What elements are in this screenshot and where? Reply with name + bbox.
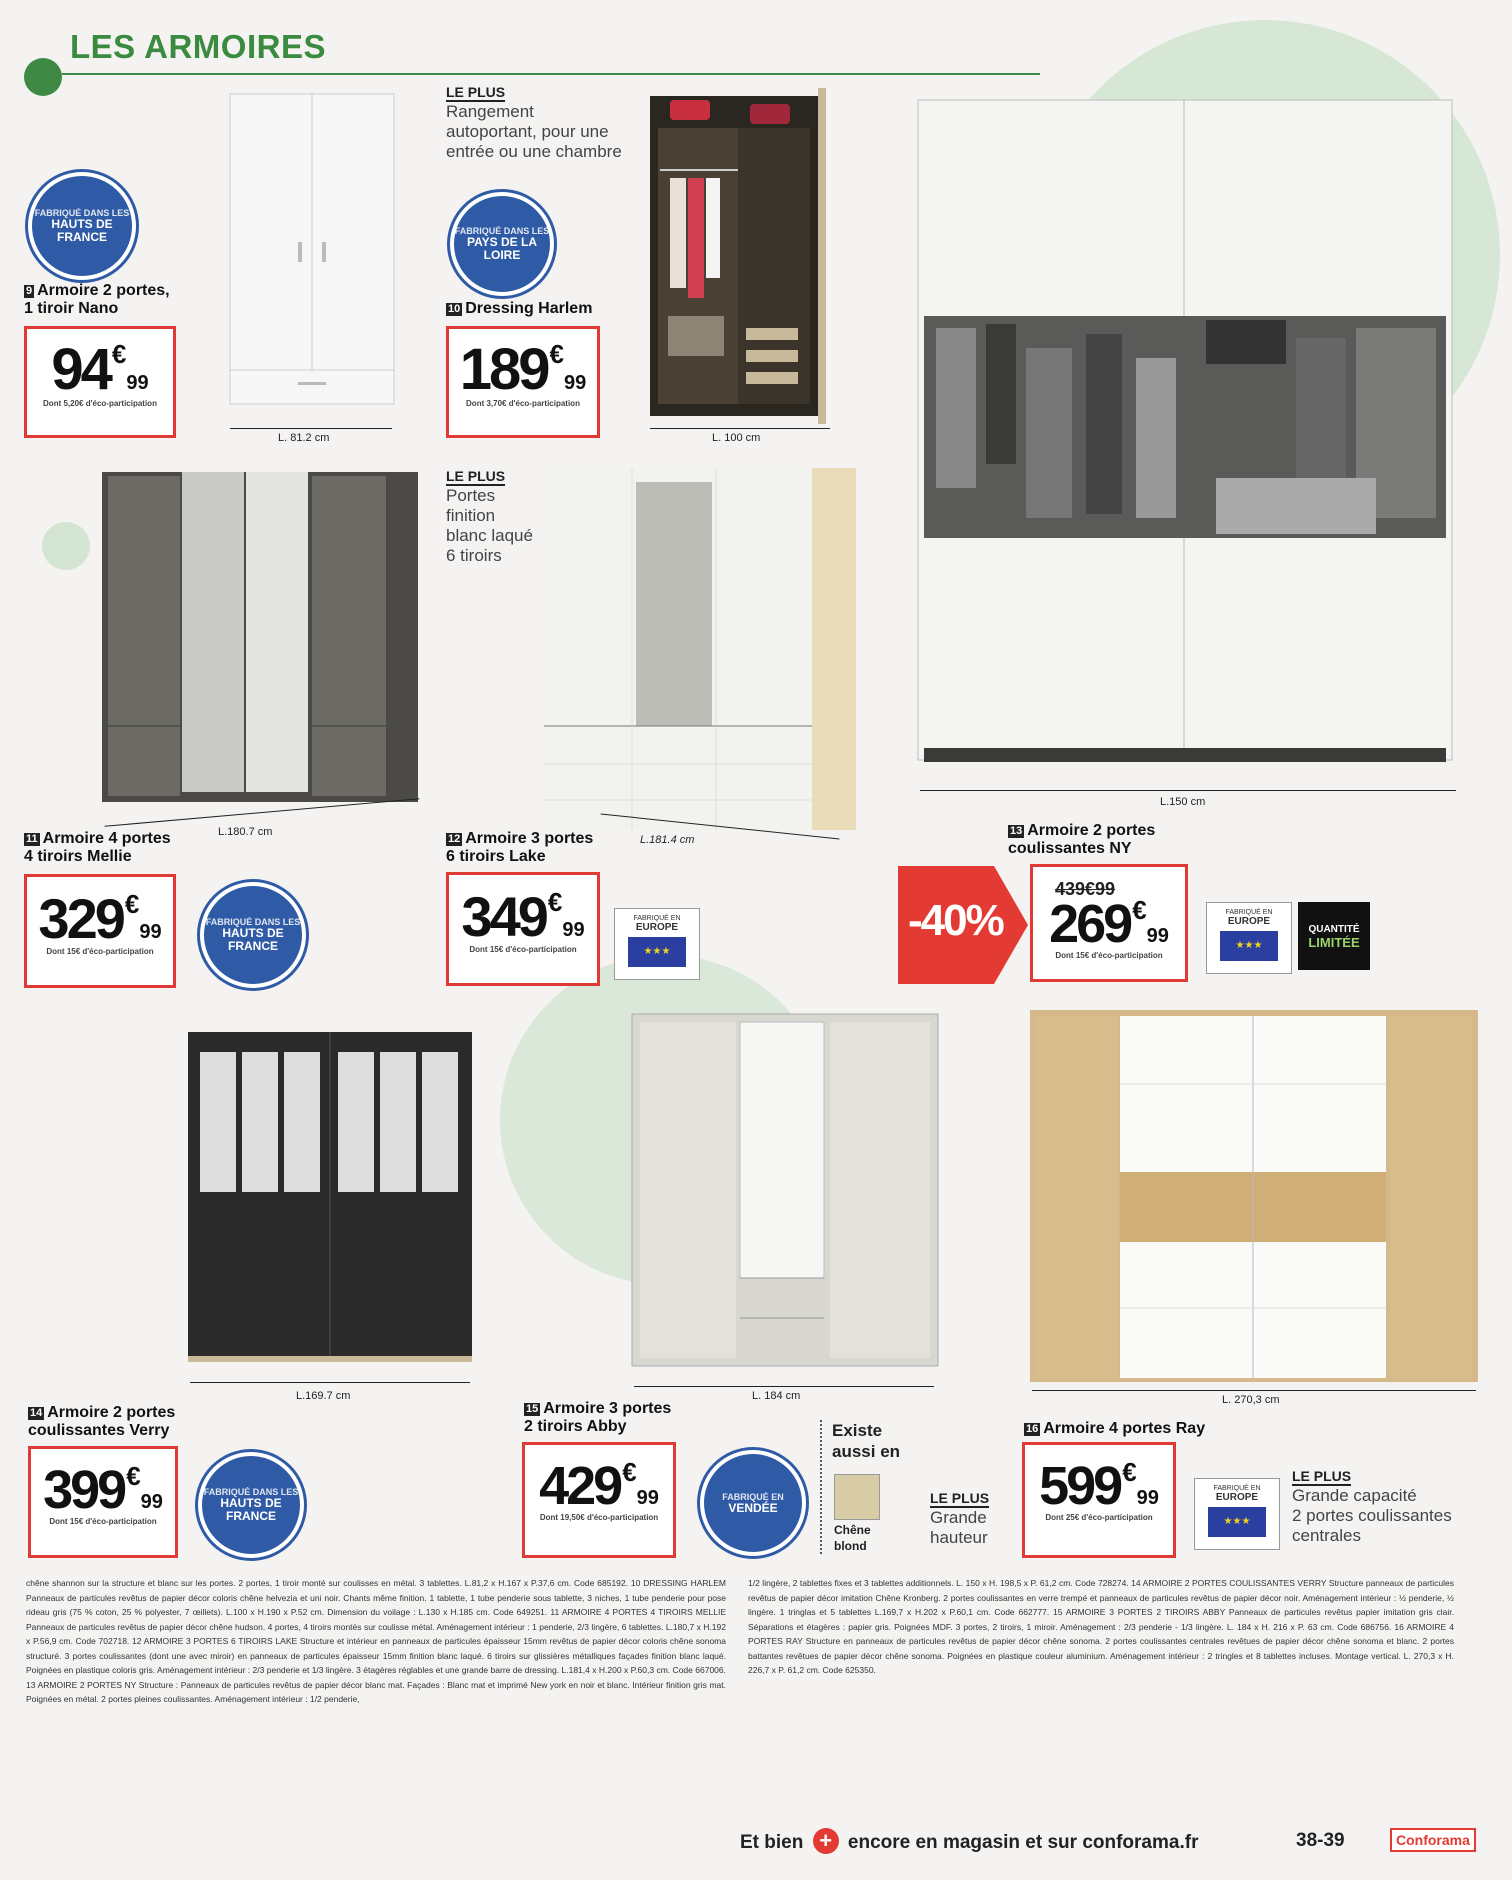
- wardrobe-nano-image: [228, 92, 396, 412]
- price-box-nano: 94€99 Dont 5,20€ d'éco-participation: [24, 326, 176, 438]
- plus-text-ray: LE PLUS Grande capacité 2 portes coulissantes centrales: [1292, 1468, 1452, 1545]
- wardrobe-ny-image: [916, 98, 1454, 774]
- product-name-ny: 13 Armoire 2 portes coulissantes NY: [1008, 822, 1156, 857]
- dressing-harlem-image: [646, 88, 828, 424]
- origin-badge-mellie: FABRIQUÉ DANS LES HAUTS DE FRANCE: [200, 882, 306, 988]
- product-name-nano: 9 Armoire 2 portes, 1 tiroir Nano: [24, 282, 170, 317]
- origin-badge-abby: FABRIQUÉ EN VENDÉE: [700, 1450, 806, 1556]
- dotted-separator: [820, 1420, 822, 1554]
- dimension-abby: L. 184 cm: [752, 1390, 801, 1402]
- price-box-verry: 399€99 Dont 15€ d'éco-participation: [28, 1446, 178, 1558]
- product-name-ray: 16 Armoire 4 portes Ray: [1026, 1420, 1206, 1437]
- dimension-ny: L.150 cm: [1160, 796, 1206, 808]
- price-box-mellie: 329€99 Dont 15€ d'éco-participation: [24, 874, 176, 988]
- product-name-harlem: 10 Dressing Harlem: [448, 300, 593, 317]
- product-name-mellie: 11 Armoire 4 portes 4 tiroirs Mellie: [24, 830, 171, 865]
- dimension-harlem: L. 100 cm: [712, 432, 761, 444]
- wardrobe-lake-image: [540, 464, 860, 834]
- dimension-line-nano: [230, 428, 392, 429]
- plus-text-abby: LE PLUS Grande hauteur: [930, 1490, 990, 1547]
- exists-also-title: Existe aussi en: [832, 1421, 901, 1461]
- title-line: [62, 73, 1040, 75]
- fine-print-right: 1/2 lingère, 2 tablettes fixes et 3 tablettes additionnels. L. 150 x H. 198,5 x P. 61,2 cm. Code 728274. 14 ARMOIRE 2 PORTES COULISSANTES VERRY Structure panneaux de particules revêtus de papier décor imitation Chêne Kronberg. 2 portes coulissantes en verre trempé et panneaux de particules revêtus de papier décor noir. Aménagement intérieur : ½ penderie, ½ lingère. 1 tringlas et 5 tablettes L.169,7 x H.202 x P.60,1 cm. Code 662777. 15 ARMOIRE 3 PORTES 2 TIROIRS ABBY Panneaux de particules revêtus papier imitation gris clair. Séparations et étagères : papier gris. Poignées MDF. 3 portes, 2 tiroirs, 1 miroir. Aménagement : 2/3 penderie - 1/3 lingère. L. 184 x H. 216 x P. 63 cm. Code 686756. 16 ARMOIRE 4 PORTES RAY Structure en panneaux de particules revêtus de papier décor chêne sonoma. 2 portes coulissantes centrales revêtues de papier décor chêne sonoma et blanc. 2 portes battantes revêtues de papier décor chêne sonoma. Poignées en plastique couleur aluminium. Aménagement intérieur : 2 tringles et 8 tablettes incluses. Montage vertical. L. 270,3 x H. 226,7 x P. 61,2 cm. Code 625350.: [748, 1578, 1454, 1675]
- discount-label: -40%: [908, 896, 1003, 945]
- fine-print-left: chêne shannon sur la structure et blanc sur les portes. 2 portes, 1 tiroir monté sur coulisses en métal. 3 tablettes. L.81,2 x H.167 x P.37,6 cm. Code 685192. 10 DRESSING HARLEM Panneaux de particules revêtus de papier décor coloris chêne helvezia et uni noir. Chants même finition. 1 tablette, 1 tube penderie sous tablette, 3 niches, 1 tube penderie pour pose rideau gris (75 % coton, 25 % polyester, 7 œillets). L.100 x H.190 x P.52 cm. Dimension du voilage : L.130 x H.185 cm. Code 649251. 11 ARMOIRE 4 PORTES 4 TIROIRS MELLIE Panneaux de particules revêtus de papier décor chêne hudson. 4 portes, 4 tiroirs montés sur coulisse métal. Aménagement intérieur : 1 penderie, 2/3 lingère, 6 tablettes. L.180,7 x H.192 x P.56,9 cm. Code 702718. 12 ARMOIRE 3 PORTES 6 TIROIRS LAKE Structure et intérieur en panneaux de particules épaisseur 15mm revêtus de papier décor coloris chêne sonoma structuré. 3 portes coulissantes (dont une avec miroir) en panneaux de particules épaisseur 15mm finition blanc laqué. 6 tiroirs sur glissières métalliques façades finition blanc laqué. Poignées en plastique coloris gris. Aménagement intérieur : 2/3 penderie et 1/3 lingère. 3 étagères réglables et une grande barre de dressing. L.181,4 x H.200 x P.60,3 cm. Code 667006. 13 ARMOIRE 2 PORTES NY Structure : Panneaux de particules revêtus de papier décor blanc mat. Façades : Blanc mat et imprimé New york en noir et blanc. Intérieur finition gris mat. Poignées en métal. 2 portes pleines coulissantes. Aménagement intérieur : 1/2 penderie,: [26, 1578, 726, 1704]
- dimension-line-verry: [190, 1382, 470, 1383]
- made-in-europe-logo-ray: FABRIQUÉ EN EUROPE ★★★: [1194, 1478, 1280, 1550]
- dimension-line-abby: [634, 1386, 934, 1387]
- footer-tagline: Et bien + encore en magasin et sur conforama.fr: [740, 1828, 1199, 1853]
- origin-badge-verry: FABRIQUÉ DANS LES HAUTS DE FRANCE: [198, 1452, 304, 1558]
- dimension-lake: L.181.4 cm: [640, 834, 695, 846]
- origin-badge-nano: FABRIQUÉ DANS LES HAUTS DE FRANCE: [28, 172, 136, 280]
- dimension-verry: L.169.7 cm: [296, 1390, 351, 1402]
- dimension-ray: L. 270,3 cm: [1222, 1394, 1280, 1406]
- wardrobe-abby-image: [630, 1012, 940, 1370]
- page-title: LES ARMOIRES: [70, 28, 326, 65]
- dimension-line-harlem: [650, 428, 830, 429]
- price-box-harlem: 189€99 Dont 3,70€ d'éco-participation: [446, 326, 600, 438]
- color-swatch-label: Chêne blond: [834, 1523, 871, 1553]
- wardrobe-ray-image: [1028, 1008, 1480, 1386]
- plus-icon: +: [813, 1828, 839, 1854]
- product-name-lake: 12 Armoire 3 portes 6 tiroirs Lake: [446, 830, 594, 865]
- title-dot: [24, 58, 62, 96]
- price-box-lake: 349€99 Dont 15€ d'éco-participation: [446, 872, 600, 986]
- bg-circle-small: [42, 522, 90, 570]
- dimension-line-ny: [920, 790, 1456, 791]
- price-box-abby: 429€99 Dont 19,50€ d'éco-participation: [522, 1442, 676, 1558]
- product-name-verry: 14 Armoire 2 portes coulissantes Verry: [28, 1404, 176, 1439]
- price-box-ray: 599€99 Dont 25€ d'éco-participation: [1022, 1442, 1176, 1558]
- wardrobe-mellie-image: [100, 464, 422, 806]
- limited-quantity-badge: QUANTITÉ LIMITÉE: [1298, 902, 1370, 970]
- wardrobe-verry-image: [186, 1030, 474, 1366]
- plus-text-harlem: LE PLUS Rangement autoportant, pour une entrée ou une chambre: [446, 84, 622, 161]
- made-in-europe-logo-lake: FABRIQUÉ EN EUROPE ★★★: [614, 908, 700, 980]
- made-in-europe-logo-ny: FABRIQUÉ EN EUROPE ★★★: [1206, 902, 1292, 974]
- dimension-mellie: L.180.7 cm: [218, 826, 273, 838]
- color-swatch-chene-blond: [834, 1474, 880, 1520]
- old-price: 439€99: [1055, 879, 1116, 899]
- origin-badge-harlem: FABRIQUÉ DANS LES PAYS DE LA LOIRE: [450, 192, 554, 296]
- price-box-ny: 439€99 269€99 Dont 15€ d'éco-participation: [1030, 864, 1188, 982]
- plus-text-lake: LE PLUS Portes finition blanc laqué 6 tiroirs: [446, 468, 533, 565]
- dimension-nano: L. 81.2 cm: [278, 432, 330, 444]
- product-name-abby: 15 Armoire 3 portes 2 tiroirs Abby: [524, 1400, 672, 1435]
- page-numbers: 38-39: [1296, 1830, 1345, 1851]
- dimension-line-ray: [1032, 1390, 1476, 1391]
- conforama-logo: Conforama: [1390, 1828, 1476, 1852]
